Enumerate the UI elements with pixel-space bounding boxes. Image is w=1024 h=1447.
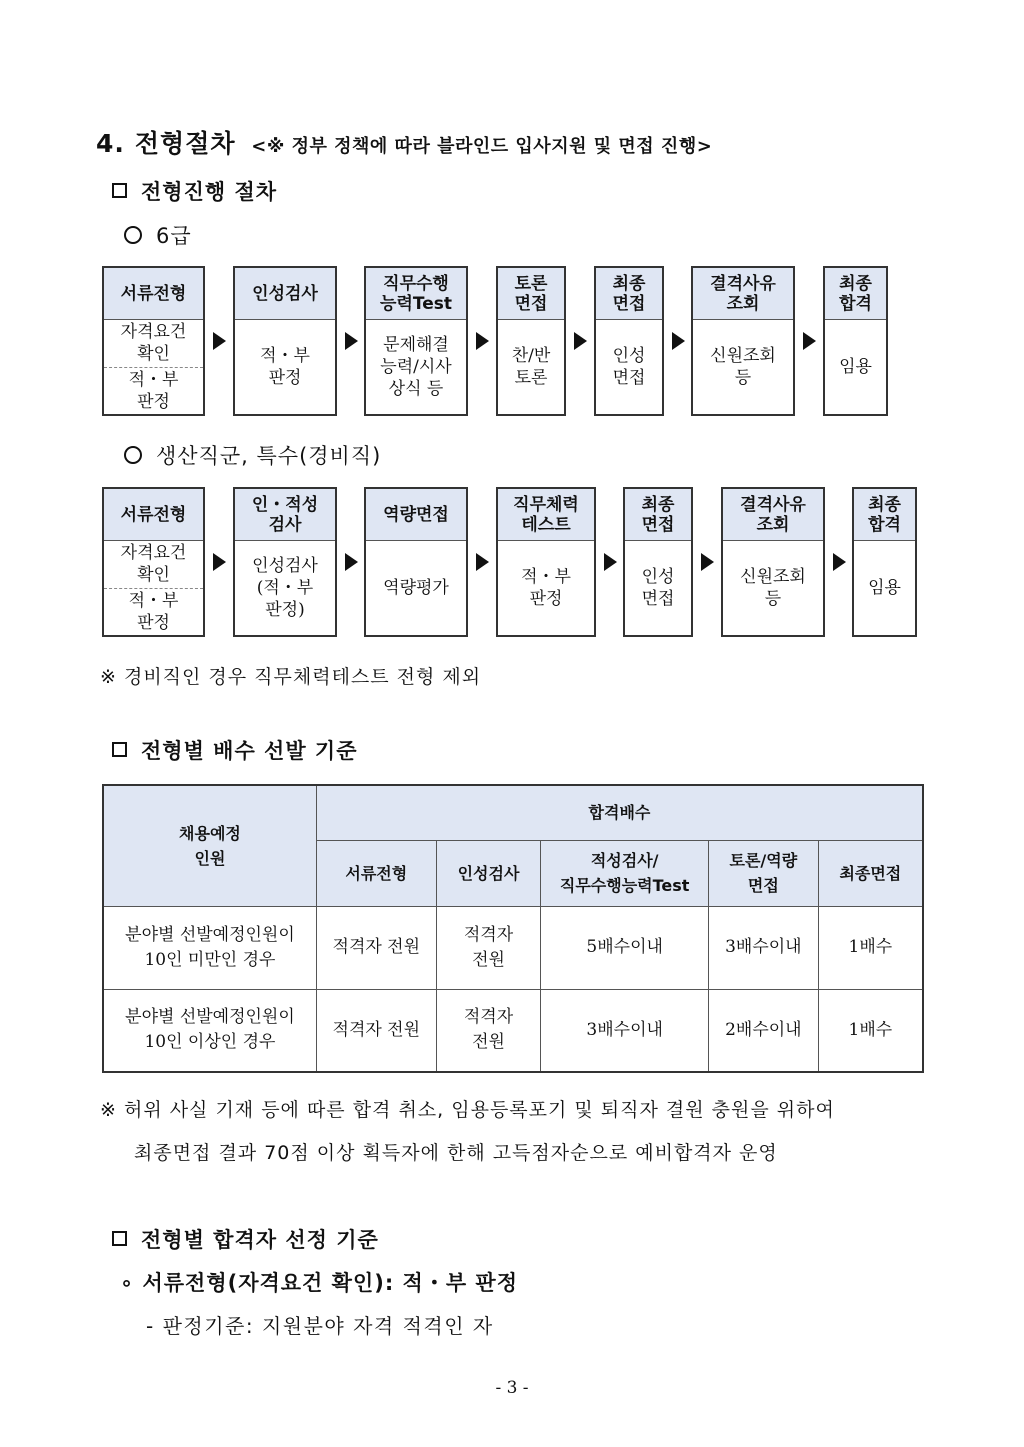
flow-step-body (104, 541, 203, 635)
text-line: 적・부 (521, 567, 571, 587)
flow-step-box (623, 487, 693, 637)
criteria-heading: 전형별 합격자 선정 기준 (112, 1224, 379, 1254)
text-line: 합격 (839, 293, 872, 314)
flow-step-body (825, 320, 886, 414)
text-line: 인성검사 (252, 283, 318, 304)
flow-step-title (498, 268, 564, 320)
text-line: 신원조회 (740, 567, 806, 587)
text-line: 판정) (265, 600, 305, 620)
text-line: 인성검사 (457, 863, 520, 883)
text-line: 최종 (839, 273, 872, 294)
text-line: 등 (764, 589, 782, 609)
page-number: - 3 - (495, 1378, 529, 1398)
criteria-item: ∘ 서류전형(자격요건 확인): 적・부 판정 (120, 1271, 518, 1295)
text-line: 인원 (194, 848, 226, 868)
table-cell (436, 989, 541, 1072)
checkbox-square-icon (112, 183, 127, 198)
text-line: 자격요건 (120, 322, 187, 343)
flow-step-body (693, 320, 793, 414)
table-cell (316, 906, 436, 989)
text-line: 적성검사/ (590, 851, 659, 870)
flow-step-title (366, 268, 466, 320)
flow-step-body (498, 320, 564, 414)
flow-step-title (104, 489, 203, 541)
text-line: 문제해결 (383, 335, 449, 355)
circle-bullet-icon (124, 226, 142, 244)
text-line: 1배수 (848, 1019, 893, 1040)
procedure-heading: 전형진행 절차 (112, 176, 277, 206)
text-line: 직무수행능력Test (559, 876, 690, 895)
table-cell (818, 989, 923, 1072)
flow-step-box (364, 487, 468, 637)
flow-step-box (233, 487, 337, 637)
text-line: 능력Test (380, 293, 452, 314)
flow-arrow-icon (476, 332, 489, 350)
text-line: 자격요건 (120, 543, 187, 564)
table-cell (541, 989, 709, 1072)
flow-step-box (594, 266, 664, 416)
flow-step-box (233, 266, 337, 416)
text-line: 검사 (268, 514, 302, 535)
text-line: 신원조회 (710, 346, 776, 366)
flow-step-title (825, 268, 886, 320)
text-line: 전원 (472, 1032, 505, 1053)
text-line: 결격사유 (710, 273, 776, 294)
table-row (103, 906, 923, 989)
text-line: 면접 (641, 589, 675, 609)
table-row-label (103, 989, 316, 1072)
table-column-header (818, 840, 923, 906)
flow-step-body (104, 320, 203, 414)
text-line: (적・부 (256, 578, 314, 598)
text-line: 면접 (612, 293, 646, 314)
flow-step-box (496, 487, 596, 637)
text-line: 합격 (868, 514, 901, 535)
procedure-footnote: ※ 경비직인 경우 직무체력테스트 전형 제외 (100, 666, 482, 688)
table-column-header (541, 840, 709, 906)
circle-bullet-icon (124, 446, 142, 464)
text-line: 상식 등 (388, 379, 444, 399)
flow-step-title (235, 489, 335, 541)
section-note: <※ 정부 정책에 따라 블라인드 입사지원 및 면접 진행> (251, 136, 713, 157)
table-column-header (436, 840, 541, 906)
text-line: 직무체력 (513, 494, 579, 515)
multiplier-footnote-line1: ※ 허위 사실 기재 등에 따른 합격 취소, 임용등록포기 및 퇴직자 결원 충원을 위하여 (100, 1099, 835, 1121)
text-line: 역량평가 (383, 578, 449, 598)
text-line: 조회 (726, 293, 760, 314)
text-line: 적격자 (463, 924, 514, 945)
flow-step-title (854, 489, 915, 541)
multiplier-heading: 전형별 배수 선발 기준 (112, 735, 358, 765)
flow-step-box (364, 266, 468, 416)
text-line: 10인 이상인 경우 (144, 1032, 276, 1053)
text-line: 확인 (137, 344, 170, 365)
text-line: 2배수이내 (725, 1019, 802, 1040)
table-cell (436, 906, 541, 989)
flow-step-box (823, 266, 888, 416)
text-line: 적・부 (128, 590, 179, 611)
text-line: 적격자 전원 (332, 937, 421, 957)
table-cell (541, 906, 709, 989)
multiplier-table (102, 784, 924, 1073)
text-line: 서류전형 (120, 283, 187, 304)
flow-step-body-top (104, 320, 203, 368)
text-line: 적・부 (128, 369, 179, 390)
text-line: 10인 미만인 경우 (144, 949, 276, 970)
flow-step-title (104, 268, 203, 320)
text-line: 판정 (137, 612, 170, 633)
table-row-label (103, 906, 316, 989)
table-cell (316, 989, 436, 1072)
section-title (96, 124, 712, 160)
text-line: 최종면접 (839, 863, 902, 883)
flow-step-box (102, 487, 205, 637)
text-line: 토론 (514, 273, 548, 294)
table-row (103, 989, 923, 1072)
text-line: 임용 (839, 357, 872, 377)
text-line: 전원 (472, 949, 505, 970)
flow-step-box (496, 266, 566, 416)
text-line: 판정 (137, 391, 170, 412)
text-line: 테스트 (521, 514, 571, 535)
flow-step-box (102, 266, 205, 416)
text-line: 찬/반 (511, 346, 551, 366)
text-line: 인성 (641, 567, 675, 587)
flow-step-title (366, 489, 466, 541)
text-line: 면접 (747, 876, 779, 895)
flow-step-body (723, 541, 823, 635)
text-line: 면접 (641, 514, 675, 535)
flow-step-body (366, 320, 466, 414)
production-heading: 생산직군, 특수(경비직) (124, 440, 381, 470)
table-cell (708, 906, 818, 989)
grade6-heading: 6급 (124, 220, 192, 250)
text-line: 인・적성 (251, 494, 319, 515)
table-group-header: 합격배수 (316, 785, 923, 840)
text-line: 능력/시사 (380, 357, 452, 377)
flow-step-body (235, 320, 335, 414)
text-line: 확인 (137, 565, 170, 586)
flow-step-box (691, 266, 795, 416)
flow-arrow-icon (345, 332, 358, 350)
text-line: 면접 (514, 293, 548, 314)
text-line: 판정 (268, 368, 302, 388)
flow-step-title (235, 268, 335, 320)
flow-arrow-icon (213, 553, 226, 571)
table-cell (708, 989, 818, 1072)
text-line: 적・부 (260, 346, 310, 366)
text-line: 적격자 (463, 1007, 514, 1028)
flow-step-body (366, 541, 466, 635)
text-line: 인성 (612, 346, 646, 366)
flow-step-body-bottom (104, 589, 203, 636)
text-line: 판정 (529, 589, 563, 609)
text-line: 서류전형 (345, 863, 408, 883)
text-line: 3배수이내 (586, 1019, 663, 1040)
text-line: 최종 (612, 273, 646, 294)
flow-step-body (498, 541, 594, 635)
table-corner-header (103, 785, 316, 906)
text-line: 임용 (868, 578, 901, 598)
criteria-sub: - 판정기준: 지원분야 자격 적격인 자 (146, 1314, 494, 1338)
text-line: 적격자 전원 (332, 1019, 421, 1040)
text-line: 직무수행 (383, 273, 449, 294)
flow-arrow-icon (574, 332, 587, 350)
table-column-header (316, 840, 436, 906)
text-line: 등 (734, 368, 752, 388)
flow-arrow-icon (701, 553, 714, 571)
text-line: 역량면접 (383, 504, 449, 525)
flow-arrow-icon (213, 332, 226, 350)
checkbox-square-icon (112, 1231, 127, 1246)
flow-arrow-icon (345, 553, 358, 571)
flow-arrow-icon (476, 553, 489, 571)
table-cell (818, 906, 923, 989)
text-line: 1배수 (848, 937, 893, 957)
flow-arrow-icon (803, 332, 816, 350)
flow-arrow-icon (672, 332, 685, 350)
text-line: 면접 (612, 368, 646, 388)
flow-arrow-icon (833, 553, 846, 571)
text-line: 5배수이내 (586, 937, 663, 957)
table-column-header (708, 840, 818, 906)
flow-step-box (721, 487, 825, 637)
multiplier-footnote-line2: 최종면접 결과 70점 이상 획득자에 한해 고득점자순으로 예비합격자 운영 (134, 1142, 778, 1164)
flow-step-body-bottom (104, 368, 203, 415)
flow-step-title (723, 489, 823, 541)
flow-step-body-top (104, 541, 203, 589)
text-line: 3배수이내 (725, 937, 802, 957)
flow-step-body (625, 541, 691, 635)
flow-step-title (693, 268, 793, 320)
text-line: 토론/역량 (729, 851, 798, 870)
flow-step-body (854, 541, 915, 635)
section-title-text: 전형절차 (134, 129, 236, 158)
flow-step-title (625, 489, 691, 541)
text-line: 분야별 선발예정인원이 (125, 1007, 295, 1028)
text-line: 분야별 선발예정인원이 (125, 924, 295, 945)
flow-step-body (596, 320, 662, 414)
flow-step-box (852, 487, 917, 637)
flow-step-title (596, 268, 662, 320)
section-number: 4. (96, 129, 125, 158)
text-line: 결격사유 (740, 494, 806, 515)
text-line: 인성검사 (252, 556, 318, 576)
flow-step-title (498, 489, 594, 541)
checkbox-square-icon (112, 742, 127, 757)
text-line: 최종 (868, 494, 901, 515)
flow-step-body (235, 541, 335, 635)
text-line: 채용예정 (179, 823, 241, 843)
text-line: 토론 (514, 368, 548, 388)
text-line: 최종 (641, 494, 675, 515)
flow-arrow-icon (604, 553, 617, 571)
text-line: 서류전형 (120, 504, 187, 525)
text-line: 조회 (756, 514, 790, 535)
